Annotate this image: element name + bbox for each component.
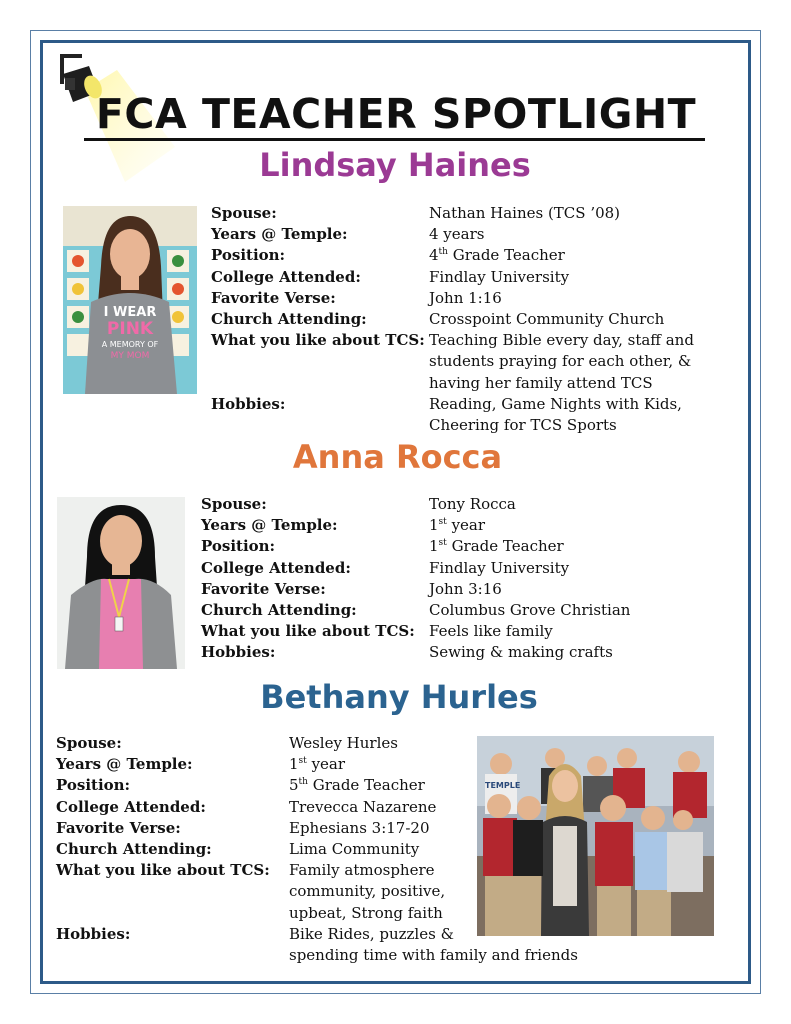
ordinal-suffix: st [298, 756, 307, 767]
info-row [201, 621, 701, 642]
info-value-line: Tony Rocca [429, 495, 516, 513]
info-label: Position: [56, 776, 131, 795]
info-value [429, 245, 711, 266]
info-value-line: Teaching Bible every day, staff and [429, 331, 694, 350]
ordinal-text: Grade Teacher [447, 246, 565, 265]
info-value [429, 309, 711, 330]
ordinal-number: 1 [289, 755, 299, 774]
info-row [201, 536, 701, 557]
ordinal-suffix: st [438, 517, 447, 528]
info-row [211, 224, 711, 245]
info-value [429, 224, 711, 245]
info-value-line: Nathan Haines (TCS ’08) [429, 204, 621, 222]
ordinal-number: 1 [429, 516, 439, 535]
info-value-line: Ephesians 3:17-20 [289, 818, 430, 837]
info-label: Church Attending: [201, 601, 357, 620]
info-value-line: Family atmosphere [289, 861, 435, 880]
info-label: Favorite Verse: [201, 579, 326, 598]
info-value-line: John 3:16 [429, 579, 502, 598]
info-value-line: Feels like family [429, 622, 553, 641]
info-label: Church Attending: [56, 840, 212, 859]
info-row [201, 600, 701, 621]
info-label: Position: [211, 246, 286, 265]
teacher-name: Anna Rocca [292, 438, 503, 476]
info-value-line: Findlay University [429, 267, 570, 286]
teacher-info [211, 203, 711, 436]
info-value-line: Columbus Grove Christian [429, 601, 631, 620]
info-value [429, 600, 701, 621]
info-value-line: spending time with family and friends [289, 946, 578, 965]
teacher-info [201, 494, 701, 664]
ordinal-text: Grade Teacher [446, 537, 564, 556]
info-value-line: Lima Community [289, 840, 420, 859]
info-value-line: Reading, Game Nights with Kids, [429, 394, 682, 413]
info-label: What you like about TCS: [211, 331, 425, 350]
info-value-line: students praying for each other, & [429, 352, 692, 371]
shirt-text: MY MOM [110, 351, 150, 361]
ordinal-suffix: th [298, 777, 308, 788]
info-value [429, 579, 701, 600]
info-label: Favorite Verse: [211, 288, 336, 307]
info-value [429, 494, 701, 515]
info-value-line [429, 515, 701, 536]
ordinal-suffix: st [438, 538, 447, 549]
shirt-text: A MEMORY OF [101, 340, 159, 349]
info-row [211, 394, 711, 436]
ordinal-text: year [446, 516, 486, 535]
info-label: College Attended: [211, 267, 361, 286]
info-label: Hobbies: [211, 394, 286, 413]
info-row [201, 494, 701, 515]
info-row [211, 330, 711, 394]
info-value-line: Bike Rides, puzzles & [289, 924, 454, 943]
teacher-name: Lindsay Haines [259, 146, 531, 184]
info-label: College Attended: [201, 558, 351, 577]
info-row [201, 558, 701, 579]
info-row [211, 288, 711, 309]
ordinal-suffix: th [438, 247, 448, 258]
info-label: Favorite Verse: [56, 818, 181, 837]
info-value-line: Trevecca Nazarene [289, 797, 437, 816]
info-value [429, 203, 711, 224]
info-value [429, 536, 701, 557]
info-label: Spouse: [211, 204, 277, 222]
info-label: Years @ Temple: [56, 755, 193, 774]
info-label: Spouse: [56, 734, 122, 752]
info-row [211, 245, 711, 266]
info-label: What you like about TCS: [56, 861, 270, 880]
info-value [429, 394, 711, 436]
ordinal-number: 5 [289, 776, 299, 795]
ordinal-number: 1 [429, 537, 439, 556]
info-row [211, 267, 711, 288]
info-value [429, 558, 701, 579]
info-label: What you like about TCS: [201, 622, 415, 641]
info-label: Church Attending: [211, 310, 367, 329]
info-row [211, 203, 711, 224]
info-label: Position: [201, 537, 276, 556]
page-title: FCA TEACHER SPOTLIGHT [95, 90, 697, 138]
info-label: Hobbies: [56, 924, 131, 943]
info-label: College Attended: [56, 797, 206, 816]
info-value-line: Findlay University [429, 558, 570, 577]
info-label: Spouse: [201, 495, 267, 513]
ordinal-text: year [306, 755, 346, 774]
teacher-photo [57, 497, 185, 669]
info-value-line: Crosspoint Community Church [429, 310, 665, 329]
title-underline [84, 138, 705, 141]
info-value-line: John 1:16 [429, 288, 502, 307]
teacher-name: Bethany Hurles [260, 678, 538, 716]
shirt-text: TEMPLE [485, 781, 521, 790]
info-value-line: upbeat, Strong faith [289, 903, 443, 922]
info-label: Years @ Temple: [211, 225, 348, 244]
info-value [429, 642, 701, 663]
info-row [201, 642, 701, 663]
info-value [429, 330, 711, 394]
info-value-line [429, 536, 701, 557]
teacher-photo [477, 736, 714, 936]
info-row [201, 579, 701, 600]
info-row [211, 309, 711, 330]
info-value [429, 621, 701, 642]
info-value-line: community, positive, [289, 882, 446, 901]
info-value-line: having her family attend TCS [429, 373, 653, 392]
info-value [429, 288, 711, 309]
info-label: Hobbies: [201, 643, 276, 662]
shirt-text: I WEAR [103, 305, 157, 320]
info-value-line: Wesley Hurles [289, 734, 398, 752]
teacher-photo [63, 206, 197, 394]
info-value-line: Cheering for TCS Sports [429, 416, 617, 435]
shirt-text: PINK [106, 319, 154, 339]
ordinal-text: Grade Teacher [307, 776, 425, 795]
info-value-line: Sewing & making crafts [429, 643, 613, 662]
info-row [201, 515, 701, 536]
info-value-line: 4 years [429, 225, 485, 244]
info-value [429, 515, 701, 536]
ordinal-number: 4 [429, 246, 439, 265]
info-value [429, 267, 711, 288]
info-value-line [429, 245, 711, 266]
info-label: Years @ Temple: [201, 516, 338, 535]
